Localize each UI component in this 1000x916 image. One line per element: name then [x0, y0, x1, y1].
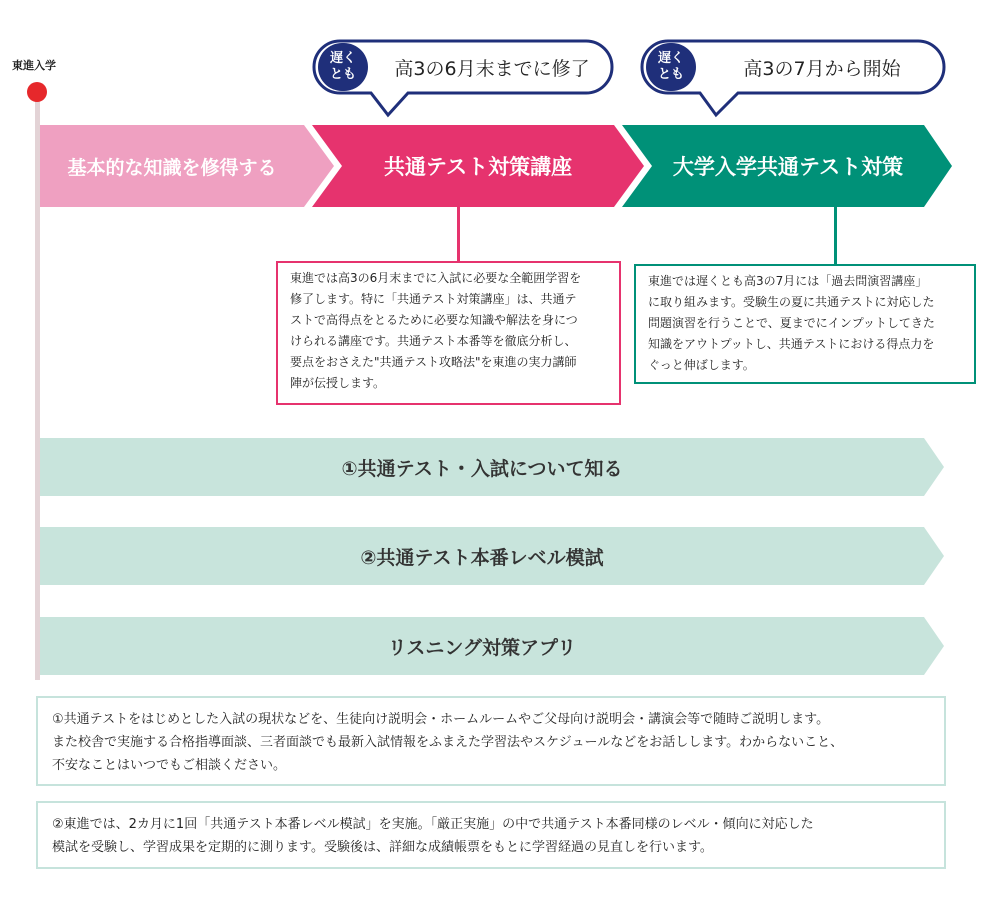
description-1-line: 陣が伝授します。: [290, 376, 386, 390]
bubble-1-tag-line1: 遅く: [329, 51, 356, 66]
bubble-1-tag-line2: とも: [329, 67, 356, 82]
band-1-label: ①共通テスト・入試について知る: [341, 457, 623, 480]
bubble-1-text: 高3の6月末までに修了: [394, 57, 590, 80]
bubble-2-tag-line2: とも: [657, 67, 684, 82]
description-1-line: けられる講座です。共通テスト本番等を徹底分析し、: [290, 334, 577, 348]
description-1-line: 修了します。特に「共通テスト対策講座」は、共通テ: [290, 292, 577, 306]
bubble-1-tag: [318, 51, 368, 83]
note-1-line: また校舎で実施する合格指導面談、三者面談でも最新入試情報をふまえた学習法やスケジュールなどをお話しします。わからないこと、: [52, 735, 844, 750]
note-2-line: 模試を受験し、学習成果を定期的に測ります。受験後は、詳細な成績帳票をもとに学習経過の見直しを行います。: [52, 840, 713, 855]
note-1-line: 不安なことはいつでもご相談ください。: [52, 758, 287, 773]
note-1-line: ①共通テストをはじめとした入試の現状などを、生徒向け説明会・ホームルームやご父母向け説明会・講演会等で随時ご説明します。: [52, 712, 830, 727]
description-1-line: 要点をおさえた"共通テスト攻略法"を東進の実力講師: [290, 355, 577, 369]
phase-2-label: 共通テスト対策講座: [383, 155, 573, 179]
description-1-line: ストで高得点をとるために必要な知識や解法を身につ: [290, 313, 578, 327]
description-1: [290, 268, 612, 394]
description-2-line: 東進では遅くとも高3の7月には「過去問演習講座」: [648, 274, 928, 288]
bubble-2-tag: [646, 51, 696, 83]
bubble-2-tag-line1: 遅く: [657, 51, 684, 66]
phase-3-label: 大学入学共通テスト対策: [672, 155, 904, 179]
description-2-line: に取り組みます。受験生の夏に共通テストに対応した: [648, 295, 935, 309]
description-2-line: 知識をアウトプットし、共通テストにおける得点力を: [648, 337, 935, 351]
note-2-line: ②東進では、2カ月に1回「共通テスト本番レベル模試」を実施。「厳正実施」の中で共通テスト本番同様のレベル・傾向に対応した: [52, 817, 814, 832]
phase-1-label: 基本的な知識を修得する: [67, 156, 277, 179]
band-2-label: ②共通テスト本番レベル模試: [360, 546, 604, 569]
timeline-start-label: 東進入学: [12, 59, 56, 72]
description-1-line: 東進では高3の6月末までに入試に必要な全範囲学習を: [290, 271, 582, 285]
timeline-start-dot: [27, 82, 47, 102]
band-3-label: リスニング対策アプリ: [387, 636, 577, 659]
description-2-line: 問題演習を行うことで、夏までにインプットしてきた: [648, 316, 935, 330]
description-2: [648, 271, 970, 376]
note-2: [36, 801, 946, 869]
bubble-2-text: 高3の7月から開始: [743, 57, 901, 80]
connector-1: [457, 207, 460, 262]
note-1: [36, 696, 946, 786]
connector-2: [834, 207, 837, 265]
description-2-line: ぐっと伸ばします。: [648, 358, 755, 372]
